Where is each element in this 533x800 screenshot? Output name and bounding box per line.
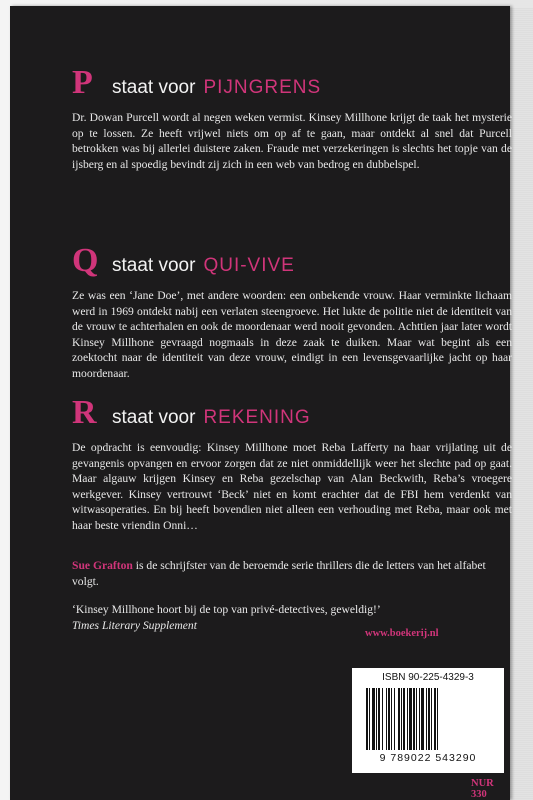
section-r xyxy=(72,394,512,533)
section-q xyxy=(72,242,512,381)
section-staat-voor: staat voor xyxy=(112,407,196,428)
quote-source: Times Literary Supplement xyxy=(72,618,197,632)
nur-code: NUR 330 xyxy=(471,778,494,800)
section-letter: P xyxy=(72,64,93,101)
book-pages-side xyxy=(509,8,533,800)
review-quote xyxy=(72,602,512,633)
author-blurb xyxy=(72,558,512,589)
section-r-heading xyxy=(72,394,512,434)
section-staat-voor: staat voor xyxy=(112,77,196,98)
barcode-image xyxy=(366,688,490,750)
author-name: Sue Grafton xyxy=(72,559,133,572)
section-p-text: Dr. Dowan Purcell wordt al negen weken vermist. Kinsey Millhone krijgt de taak het mysterie op te lossen. Ze heeft vrijwel niets om op af te gaan, maar ontdekt al snel dat Purcell betrokken was bij allerlei duistere zaken. Fraude met verzekeringen is slechts het topje van de ijsberg en al spoedig bevindt zij zich in een web van bedrog en dubbelspel. xyxy=(72,111,512,171)
quote-text: ‘Kinsey Millhone hoort bij de top van privé-detectives, geweldig!’ xyxy=(72,603,381,616)
publisher-website: www.boekerij.nl xyxy=(365,628,439,639)
section-keyword: QUI-VIVE xyxy=(203,255,295,276)
section-letter: R xyxy=(72,394,97,431)
back-cover xyxy=(10,6,510,800)
section-letter: Q xyxy=(72,242,99,279)
section-q-text: Ze was een ‘Jane Doe’, met andere woorden: een onbekende vrouw. Haar verminkte lichaam werd in 1969 ontdekt nabij een verlaten steengroeve. Het lukte de politie niet de identiteit van de vrouw te achterhalen en ook de moordenaar werd nooit gevonden. Achttien jaar later wordt Kinsey Millhone gevraagd nogmaals in deze zaak te duiken. Maar wat begint als een zoektocht naar de identiteit van deze vrouw, eindigt in een levensgevaarlijke jacht op haar moordenaar. xyxy=(72,289,512,380)
section-p xyxy=(72,64,512,172)
section-r-text: De opdracht is eenvoudig: Kinsey Millhone moet Reba Lafferty na haar vrijlating uit de gevangenis opvangen en ervoor zorgen dat ze niet onmiddellijk weer het slechte pad op gaat. Maar algauw krijgen Kinsey en Reba gezelschap van Alan Beckwith, Reba’s vroegere werkgever. Kinsey vertrouwt ‘Beck’ niet en komt erachter dat de FBI hem verdenkt van witwasoperaties. En bij heeft bovendien niet alleen een verhouding met Reba, maar ook met haar beste vriendin Onni… xyxy=(72,441,512,532)
section-keyword: REKENING xyxy=(203,407,311,428)
isbn-number: ISBN 90-225-4329-3 xyxy=(382,672,474,683)
barcode-digits: 9 789022 543290 xyxy=(379,752,477,764)
section-staat-voor: staat voor xyxy=(112,255,196,276)
barcode-box xyxy=(352,668,504,773)
author-description: is de schrijfster van de beroemde serie thrillers die de letters van het alfabet volgt. xyxy=(72,559,486,588)
section-p-heading xyxy=(72,64,512,104)
section-q-heading xyxy=(72,242,512,282)
section-keyword: PIJNGRENS xyxy=(203,77,322,98)
